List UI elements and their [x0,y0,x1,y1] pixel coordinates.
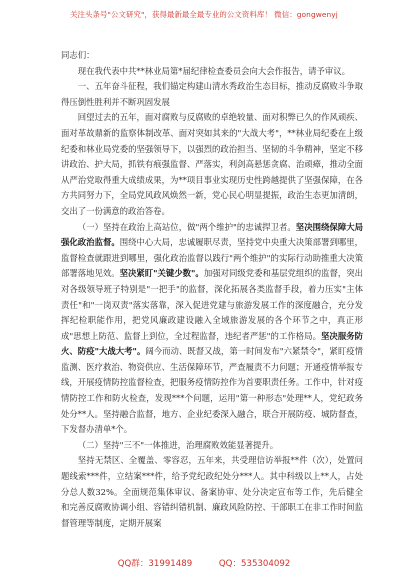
item-1-bold-2: 坚决紧盯"关键少数"。 [119,268,204,279]
footer-qq-group: QQ群：31991489 [117,559,193,569]
item-1-bold-1: 坚决围绕保障大局强化政治监督。 [61,221,364,248]
review-paragraph: 回望过去的五年，面对腐败与反腐败的卓绝较量、面对积弊已久的作风顽疾、面对革故鼎新的监察体制改革、面对突如其来的"大战大考"，**林业局纪委在上级纪委和林业局党委的坚强领导下，以强烈的政治担当、坚韧的斗争精神，坚定不移讲政治、护大局，抓铁有痕强监督、严落实，利剑高悬惩贪腐、治顽瘴，推动全面从严治党取得重大成绩成果，为**项目事业实现历史性跨越提供了坚强保障，在各方共同努力下，全局党风政风焕然一新，党心民心明显提振，政治生态更加清朗，交出了一份满意的政治答卷。 [61,112,363,216]
header-banner: 关注头条号"公文研究"，获得最新最全最专业的公文资料库！ 微信：gongwenyj [70,10,338,19]
item-1-text-2: 加强对同级党委和基层党组织的监督，突出对各级领导班子特别是"一把手"的监督，深化拓展各类监督手段，着力压实"主体责任"和"一岗双责"落实落靠，深入促进党建与旅游发展工作的深度融合，充分发挥纪检职能作用，把党风廉政建设融入全域旅游发展的各个环节之中，真正形成"思想上防范、监督上到位，全过程监督，违纪者严惩"的工作格局。 [61,268,364,341]
section-heading-1: 一、五年奋斗征程，我们锚定构建山清水秀政治生态目标，推动反腐败斗争取得压倒性胜利并不断巩固发展 [61,81,363,107]
item-1-paragraph [61,220,363,438]
intro-paragraph: 现在我代表中共**林业局第*届纪律检查委员会向大会作报告，请予审议。 [77,65,350,76]
greeting: 同志们： [61,50,95,60]
item-1-bold-3: 坚决服务防火、防疫"大战大考"。 [61,330,364,357]
report-body [61,48,363,531]
item-1-text-1: 围绕中心大局，忠诚履职尽责，坚持党中央重大决策部署到哪里，监督检查就跟进到哪里，强化政治监督以践行"两个维护"的实际行动助推重大决策部署落地见效。 [61,237,364,279]
item-1-text-3: 阔今而动、既督又战，第一时间发布"六紧禁令"，紧盯疫情监测、医疗救治、物资供应、生活保障环节，严查履责不力问题；开通疫情举报专线，开展疫情防控监督检查，把服务疫情防控作为首要职责任务。工作中，针对疫情防控工作和防火检查，发现***个问题，运用"第一种形态"处理**人，党纪政务处分**人。坚持融合监督，地方、企业纪委深入融合，联合开展防疫、城防督查，下发督办清单*个。 [61,346,363,435]
footer-qq: QQ：535304092 [218,559,291,569]
footer-contact [0,557,408,569]
item-1-lead: （一）坚持在政治上高站位，做"两个维护"的忠诚捍卫者。 [77,221,296,232]
item-2-heading: （二）坚持"三不"一体推进，治理腐败效能显著提升。 [77,439,279,450]
item-2-paragraph: 坚持无禁区、全覆盖、零容忍，五年来，共受理信访举报**件（次），处置问题线索***件，立结案***件，给予党纪政纪处分***人。其中科级以上**人，占处分总人数32%。全面规范集体审议、备案协审、处分决定宣布等工作，先后健全和完善反腐败协调小组、容错纠错机制、廉政风险防控、干部职工在非工作时间监督管理等制度，定期开展案 [61,455,363,528]
